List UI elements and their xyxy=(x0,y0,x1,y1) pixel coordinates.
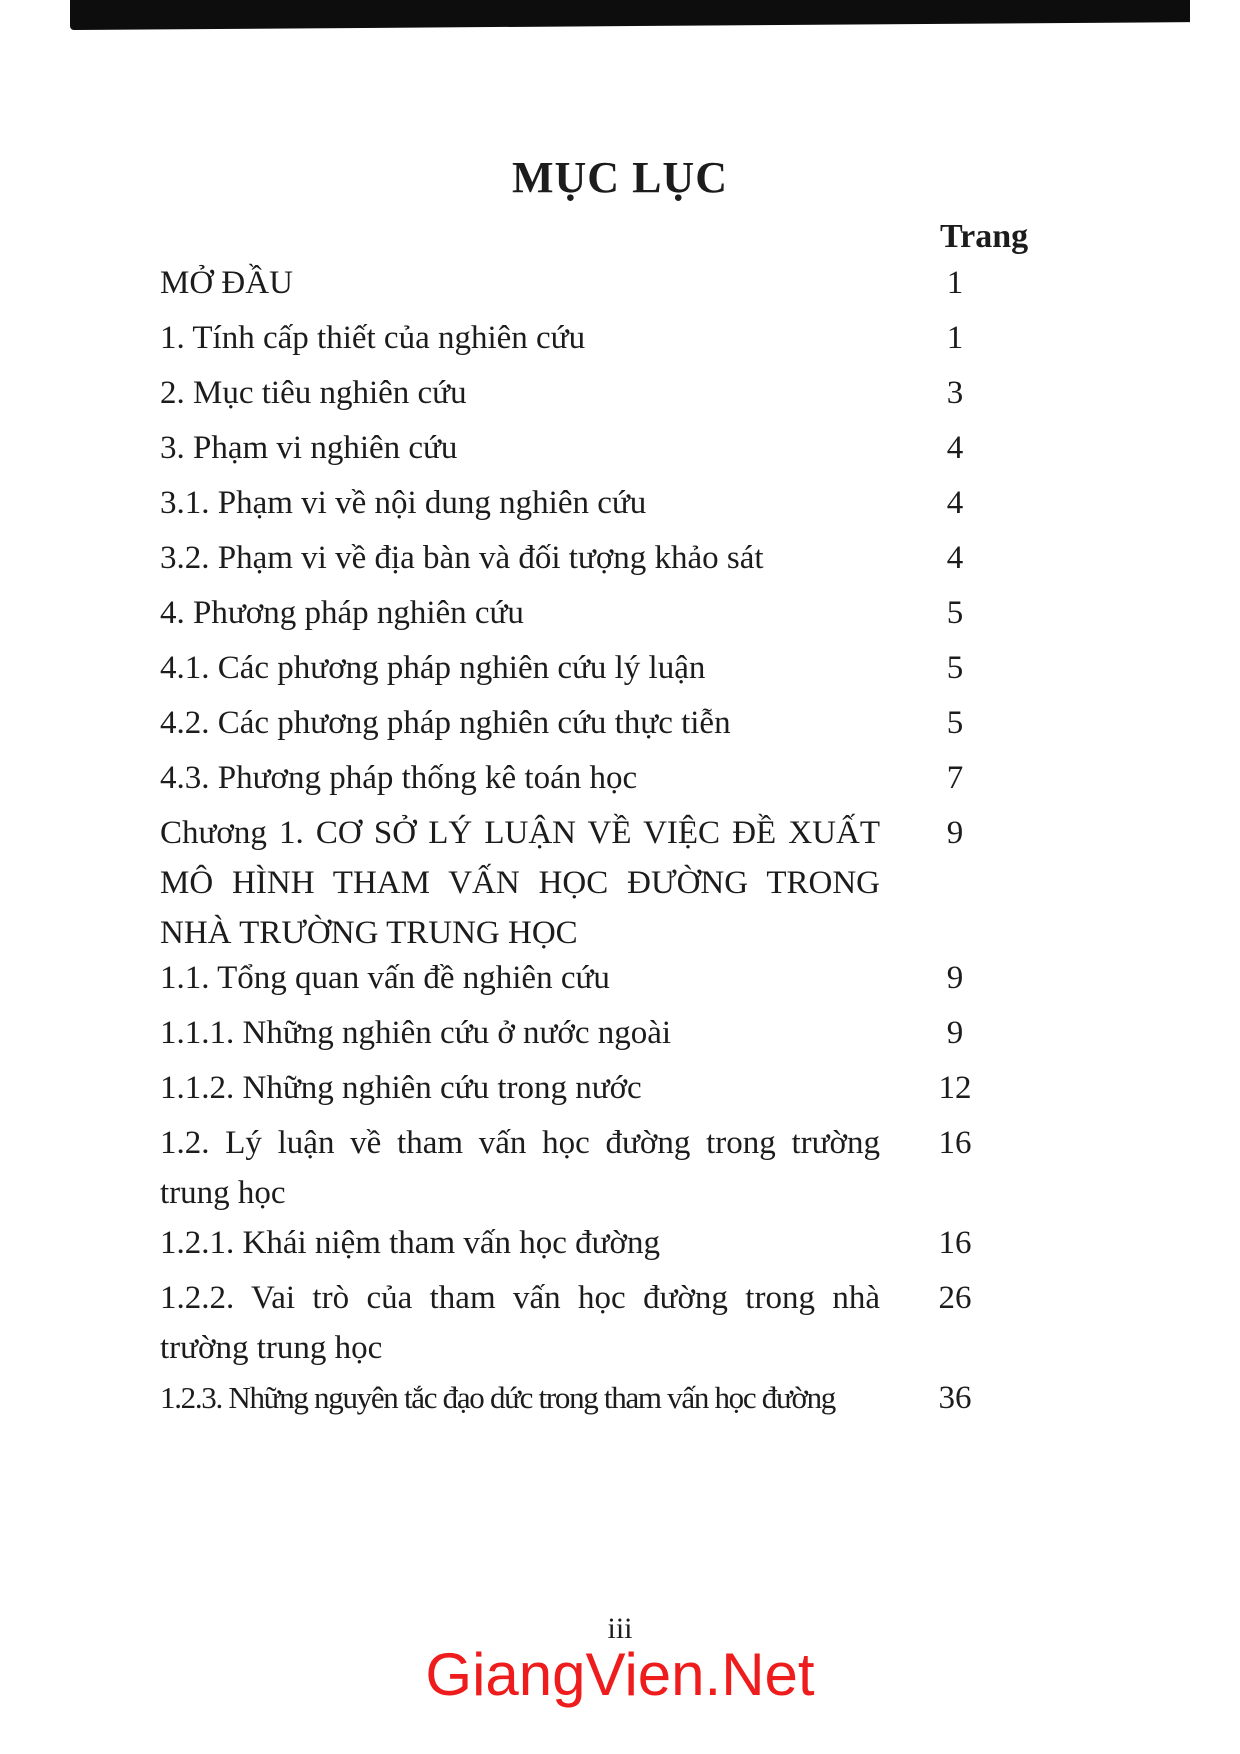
toc-entry-label: 4.2. Các phương pháp nghiên cứu thực tiễn xyxy=(160,705,731,741)
toc-entry-label: 1.2. Lý luận về tham vấn học đường trong trường trung học xyxy=(160,1125,880,1211)
toc-entry-page: 9 xyxy=(946,1015,964,1051)
toc-entry-page: 16 xyxy=(938,1225,972,1261)
toc-entry-label: 1.2.2. Vai trò của tham vấn học đường trong nhà trường trung học xyxy=(160,1280,880,1366)
toc-entry-label: 1.1.1. Những nghiên cứu ở nước ngoài xyxy=(160,1015,672,1051)
table-of-contents xyxy=(160,0,1020,1754)
toc-entry-page: 4 xyxy=(946,540,964,576)
toc-entry-page: 5 xyxy=(946,595,964,631)
page-title: MỤC LỤC xyxy=(512,153,728,202)
page-column-header: Trang xyxy=(940,218,1029,255)
page-folio: iii xyxy=(607,1612,633,1645)
toc-entry-page: 5 xyxy=(946,705,964,741)
toc-entry-page: 9 xyxy=(946,815,964,851)
toc-entry-label: 1.1.2. Những nghiên cứu trong nước xyxy=(160,1070,642,1106)
toc-entry-label: 1. Tính cấp thiết của nghiên cứu xyxy=(160,320,586,356)
toc-entry-label: MỞ ĐẦU xyxy=(160,265,293,301)
toc-entry-page: 12 xyxy=(938,1070,972,1106)
toc-entry-page: 7 xyxy=(946,760,964,796)
toc-entry-page: 26 xyxy=(938,1280,972,1316)
toc-entry-page: 16 xyxy=(938,1125,972,1161)
toc-entry-label: 4.1. Các phương pháp nghiên cứu lý luận xyxy=(160,650,706,686)
toc-entry-page: 4 xyxy=(946,430,964,466)
toc-entry-label: 1.2.3. Những nguyên tắc đạo dức trong tham vấn học đường xyxy=(160,1380,835,1415)
toc-entry-label: 1.1. Tổng quan vấn đề nghiên cứu xyxy=(160,960,610,996)
toc-entry-page: 3 xyxy=(946,375,964,411)
toc-entry-page: 1 xyxy=(946,265,964,301)
watermark: GiangVien.Net xyxy=(425,1641,815,1708)
toc-entry-label: 3.1. Phạm vi về nội dung nghiên cứu xyxy=(160,485,647,521)
toc-entry-page: 1 xyxy=(946,320,964,356)
toc-entry-page: 5 xyxy=(946,650,964,686)
toc-entry-label: 3.2. Phạm vi về địa bàn và đối tượng khảo sát xyxy=(160,540,764,576)
toc-entry-page: 4 xyxy=(946,485,964,521)
toc-entry-label: 1.2.1. Khái niệm tham vấn học đường xyxy=(160,1225,660,1261)
toc-entry-label: 3. Phạm vi nghiên cứu xyxy=(160,430,458,466)
toc-entry-label: 4.3. Phương pháp thống kê toán học xyxy=(160,760,638,796)
toc-entry-label: 2. Mục tiêu nghiên cứu xyxy=(160,375,467,411)
toc-entry-page: 36 xyxy=(938,1380,972,1416)
toc-entry-label: Chương 1. CƠ SỞ LÝ LUẬN VỀ VIỆC ĐỀ XUẤT MÔ HÌNH THAM VẤN HỌC ĐƯỜNG TRONG NHÀ TRƯỜNG TRUNG HỌC xyxy=(160,815,880,951)
toc-entry-page: 9 xyxy=(946,960,964,996)
toc-entry-label: 4. Phương pháp nghiên cứu xyxy=(160,595,524,631)
